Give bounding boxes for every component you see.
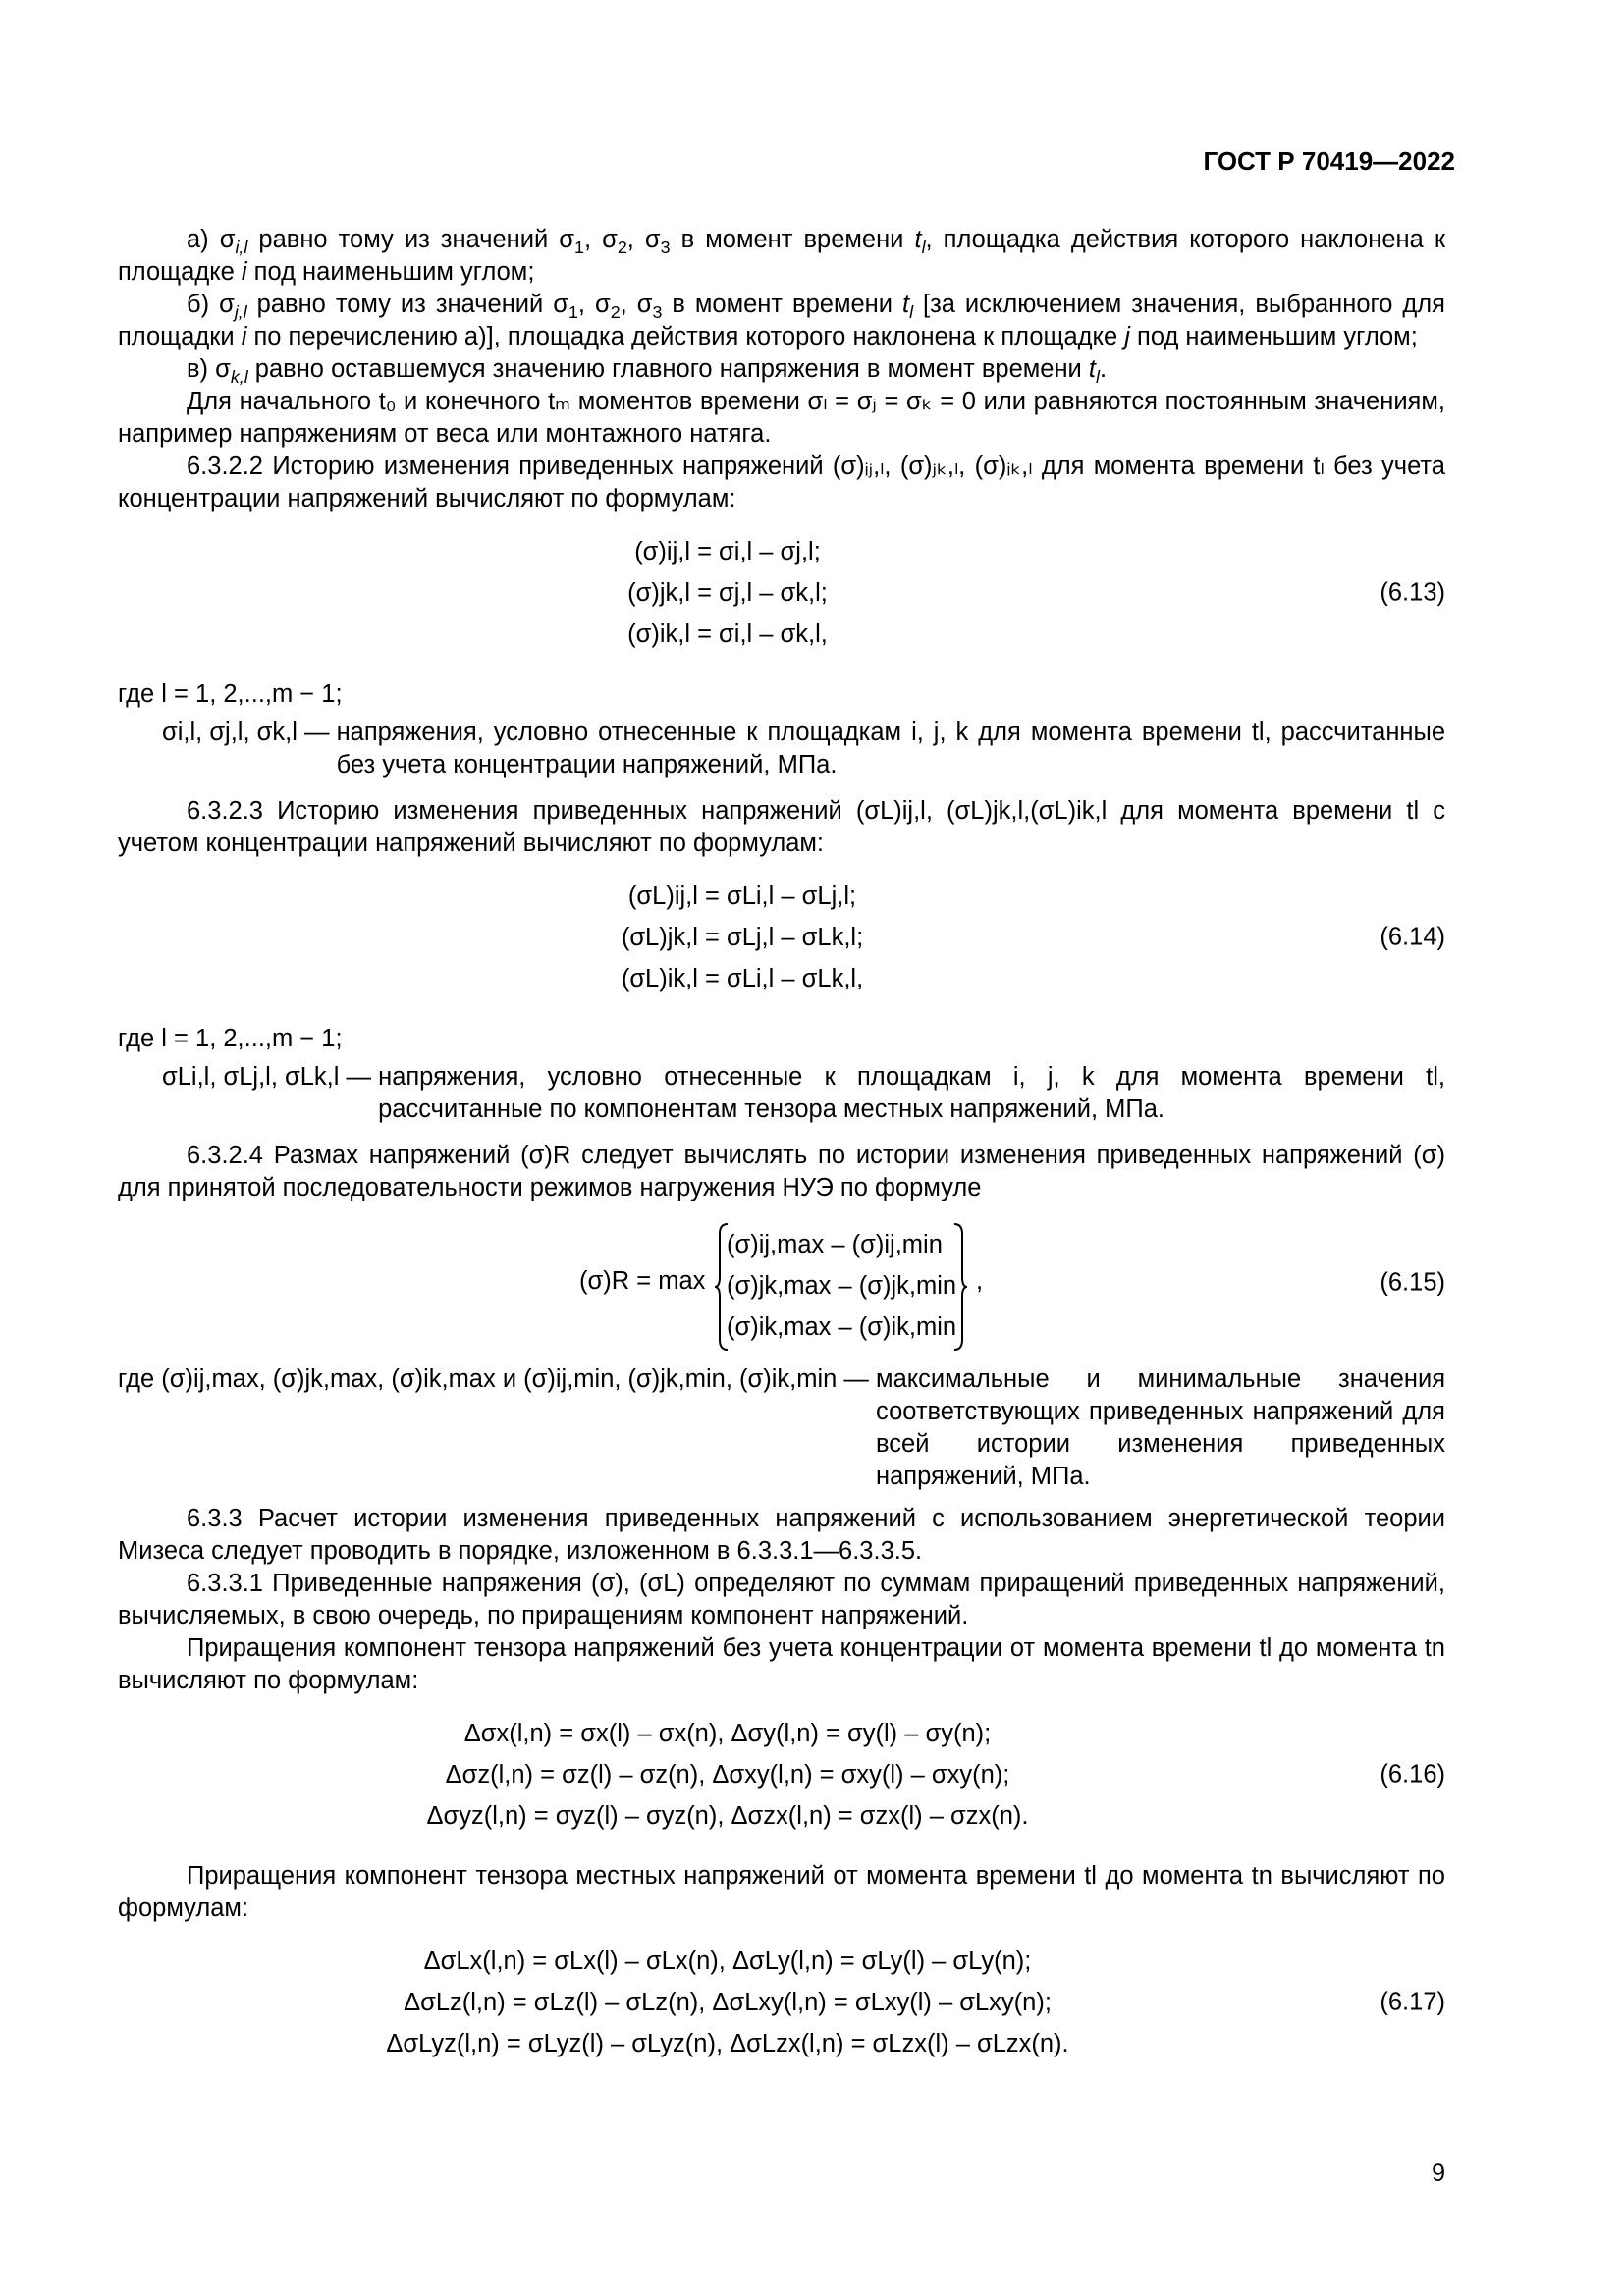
- where-definition: [118, 1061, 1445, 1126]
- formula-number: (6.16): [1380, 1760, 1445, 1789]
- para-v: в) $\sigma_{k,l}$ равно оставшемуся значению главного напряжения в момент времени $t_l$.: [187, 355, 1108, 388]
- para-increments-2: Приращения компонент тензора местных напряжений от момента времени tl до момента tn вычисляют по формулам:: [118, 1862, 1445, 1922]
- formula-number: (6.15): [1380, 1268, 1445, 1297]
- formula-6-13: [118, 531, 1445, 655]
- formula-line: (σL)ik,l = σLi,l – σLk,l,: [621, 965, 864, 992]
- document-header: ГОСТ Р 70419—2022: [1203, 146, 1455, 176]
- formula-number: (6.14): [1380, 923, 1445, 951]
- formula-6-17: [118, 1941, 1445, 2064]
- formula-row: (σ)ik,max – (σ)ik,min: [727, 1313, 957, 1341]
- formula-line: ΔσLyz(l,n) = σLyz(l) – σLyz(n), ΔσLzx(l,n) = σLzx(l) – σLzx(n).: [386, 2030, 1069, 2057]
- right-brace-icon: [952, 1222, 976, 1352]
- formula-number: (6.13): [1380, 578, 1445, 607]
- formula-6-14: [118, 876, 1445, 999]
- page-body: [118, 224, 1445, 2088]
- where-clause: где l = 1, 2,...,m − 1;: [118, 680, 343, 708]
- formula-line: Δσz(l,n) = σz(l) – σz(n), Δσxy(l,n) = σxy(l) – σxy(n);: [445, 1761, 1010, 1789]
- formula-number: (6.17): [1380, 1988, 1445, 2016]
- formula-line: ΔσLx(l,n) = σLx(l) – σLx(n), ΔσLy(l,n) = σLy(l) – σLy(n);: [423, 1948, 1032, 1975]
- where-description: максимальные и минимальные значения соответствующих приведенных напряжений для всей истории изменения приведенных напряжений, МПа.: [876, 1365, 1445, 1490]
- where-definition: [118, 717, 1445, 781]
- formula-line: Δσyz(l,n) = σyz(l) – σyz(n), Δσzx(l,n) = σzx(l) – σzx(n).: [426, 1802, 1029, 1830]
- where-clause: где l = 1, 2,...,m − 1;: [118, 1025, 343, 1052]
- formula-6-15: [118, 1216, 1445, 1354]
- formula-lhs: (σ)R = max: [579, 1267, 706, 1295]
- para-increments-1: Приращения компонент тензора напряжений без учета концентрации от момента времени tl до момента tn вычисляют по формулам:: [118, 1634, 1445, 1694]
- formula-6-16: [118, 1713, 1445, 1837]
- formula-line: (σ)ik,l = σi,l – σk,l,: [627, 620, 828, 648]
- formula-line: (σL)ij,l = σLi,l – σLj,l;: [627, 882, 857, 910]
- formula-line: (σL)jk,l = σLj,l – σLk,l;: [621, 924, 864, 951]
- where-description: напряжения, условно отнесенные к площадкам i, j, k для момента времени tl, рассчитанные без учета концентрации напряжений, МПа.: [336, 719, 1445, 778]
- formula-rows: [727, 1224, 956, 1348]
- para-6-3-2-4: 6.3.2.4 Размах напряжений (σ)R следует вычислять по истории изменения приведенных напряжений (σ) для принятой последовательности режимов нагружения НУЭ по формуле: [118, 1142, 1445, 1201]
- para-a: а) $\sigma_{i,l}$ равно тому из значений $\sigma_1$, $\sigma_2$, $\sigma_3$ в момент времени $t_l$, площадка действия которого наклонена к площадке i под наименьшим углом;: [118, 226, 1445, 286]
- formula-row: (σ)ij,max – (σ)ij,min: [727, 1231, 943, 1258]
- where-description: напряжения, условно отнесенные к площадкам i, j, k для момента времени tl, рассчитанные по компонентам тензора местных напряжений, МПа.: [378, 1063, 1445, 1123]
- formula-line: (σ)ij,l = σi,l – σj,l;: [634, 538, 821, 565]
- para-6-3-3-1: 6.3.3.1 Приведенные напряжения (σ), (σL) определяют по суммам приращений приведенных напряжений, вычисляемых, в свою очередь, по приращениям компонент напряжений.: [118, 1570, 1445, 1629]
- page-number: 9: [1432, 2160, 1445, 2187]
- where-definition: [118, 1363, 1445, 1493]
- para-6-3-3: 6.3.3 Расчет истории изменения приведенных напряжений с использованием энергетической теории Мизеса следует проводить в порядке, изложенном в 6.3.3.1—6.3.3.5.: [118, 1505, 1445, 1565]
- where-symbols: σLi,l, σLj,l, σLk,l —: [162, 1063, 372, 1091]
- para-b: б) $\sigma_{j,l}$ равно тому из значений $\sigma_1$, $\sigma_2$, $\sigma_3$ в момент времени $t_l$ [за исключением значения, выбранного для площадки i по перечислению а)], площадка действия которого наклонена к площадке j под наименьшим углом;: [118, 291, 1445, 350]
- formula-line: ΔσLz(l,n) = σLz(l) – σLz(n), ΔσLxy(l,n) = σLxy(l) – σLxy(n);: [404, 1989, 1052, 2016]
- formula-tail: ,: [976, 1267, 984, 1295]
- where-symbols: где (σ)ij,max, (σ)jk,max, (σ)ik,max и (σ)ij,min, (σ)jk,min, (σ)ik,min —: [118, 1365, 869, 1393]
- where-symbols: σi,l, σj,l, σk,l —: [162, 719, 330, 746]
- formula-line: (σ)jk,l = σj,l – σk,l;: [627, 579, 828, 607]
- para-6-3-2-3: 6.3.2.3 Историю изменения приведенных напряжений (σL)ij,l, (σL)jk,l,(σL)ik,l для момента времени tl с учетом концентрации напряжений вычисляют по формулам:: [118, 797, 1445, 857]
- para-6-3-2-2: 6.3.2.2 Историю изменения приведенных напряжений (σ)ᵢⱼ,ₗ, (σ)ⱼₖ,ₗ, (σ)ᵢₖ,ₗ для момента времени tₗ без учета концентрации напряжений вычисляют по формулам:: [118, 453, 1445, 512]
- para-initial: Для начального t₀ и конечного tₘ моментов времени σₗ = σⱼ = σₖ = 0 или равняются постоянным значениям, например напряжениям от веса или монтажного натяга.: [118, 388, 1445, 448]
- formula-line: Δσx(l,n) = σx(l) – σx(n), Δσy(l,n) = σy(l) – σy(n);: [463, 1720, 992, 1747]
- formula-row: (σ)jk,max – (σ)jk,min: [727, 1272, 957, 1300]
